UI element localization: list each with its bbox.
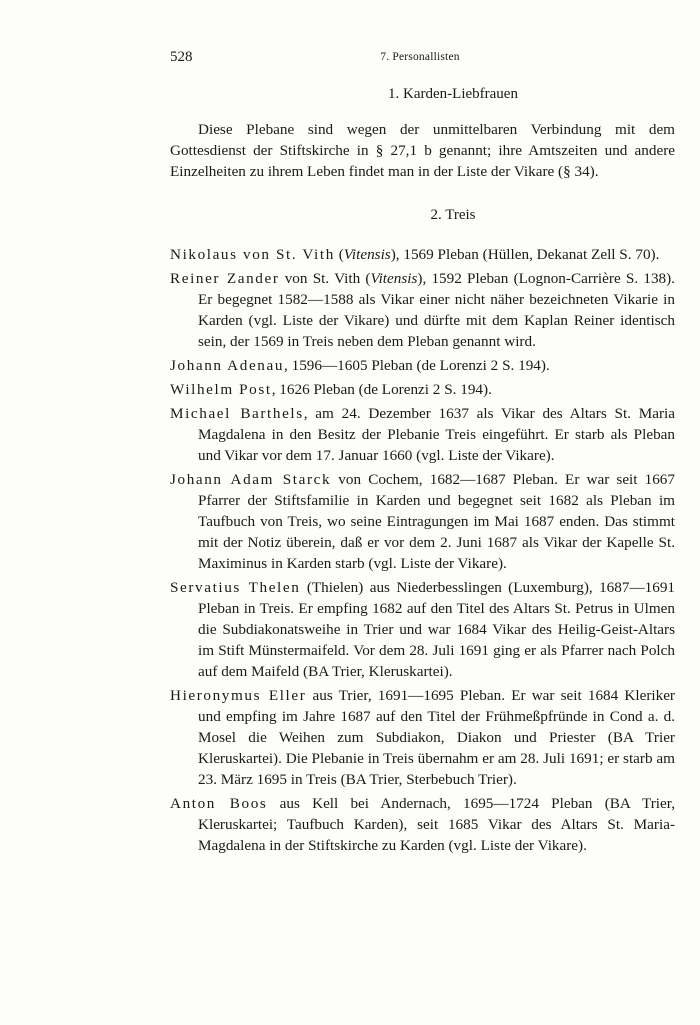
section-heading-treis: 2. Treis <box>430 207 476 223</box>
pleban-list <box>170 244 675 859</box>
pleban-entry <box>170 577 675 682</box>
pleban-entry <box>170 793 675 856</box>
entry-text: , am 24. Dezember 1637 als Vikar des Altars St. Maria Magdalena in den Besitz der Plebanie Treis eingeführt. Er starb als Pleban und Vikar vor dem 17. Januar 1660 (vgl. Liste der Vikare). <box>198 405 675 464</box>
pleban-name: Johann Adam Starck <box>170 471 332 488</box>
entry-text-pre: ( <box>334 246 344 263</box>
latin-name: Vitensis <box>343 246 391 263</box>
running-head: 7. Personallisten <box>380 51 460 63</box>
pleban-entry <box>170 379 675 400</box>
pleban-name: Servatius Thelen <box>170 579 301 596</box>
entry-text: , 1626 Pleban (de Lorenzi 2 S. 194). <box>271 381 492 398</box>
entry-text: aus Trier, 1691—1695 Pleban. Er war seit 1684 Kleriker und empfing im Jahre 1687 auf den Titel der Frühmeßpfründe in Cond a. d. Mosel die Weihen zum Subdiakon, Diakon und Priester (BA Trier Kleruskartei). Die Plebanie in Treis übernahm er am 28. Juli 1691; er starb am 23. März 1695 in Treis (BA Trier, Sterbebuch Trier). <box>198 687 675 788</box>
entry-text: aus Kell bei Andernach, 1695—1724 Pleban (BA Trier, Kleruskartei; Taufbuch Karden), seit 1685 Vikar des Altars St. Maria-Magdalena in der Stiftskirche zu Karden (vgl. Liste der Vikare). <box>198 795 675 854</box>
section-heading-karden: 1. Karden-Liebfrauen <box>388 86 518 102</box>
pleban-entry <box>170 403 675 466</box>
entry-text: , 1596—1605 Pleban (de Lorenzi 2 S. 194). <box>284 357 550 374</box>
entry-text: von Cochem, 1682—1687 Pleban. Er war seit 1667 Pfarrer der Stiftsfamilie in Karden und begegnet seit 1682 als Pleban im Taufbuch von Treis, wo seine Eintragungen im Mai 1687 enden. Das stimmt mit der Notiz überein, daß er vor dem 2. Juni 1687 als Vikar der Kapelle St. Maximinus in Karden starb (vgl. Liste der Vikare). <box>198 471 675 572</box>
pleban-name: Wilhelm Post <box>170 381 272 398</box>
pleban-name: Anton Boos <box>170 795 268 812</box>
pleban-name: Hieronymus Eller <box>170 687 307 704</box>
pleban-entry <box>170 268 675 352</box>
pleban-name: Michael Barthels <box>170 405 304 422</box>
pleban-entry <box>170 355 675 376</box>
pleban-entry <box>170 685 675 790</box>
entry-text: (Thielen) aus Niederbesslingen (Luxemburg), 1687—1691 Pleban in Treis. Er empfing 1682 auf den Titel des Altars St. Petrus in Ulmen die Subdiakonatsweihe in Trier und war 1684 Vikar des Heilig-Geist-Altars im Stift Münstermaifeld. Vor dem 28. Juli 1691 ging er als Pfarrer nach Polch auf dem Maifeld (BA Trier, Kleruskartei). <box>198 579 676 680</box>
latin-name: Vitensis <box>370 270 418 287</box>
entry-text-pre: von St. Vith ( <box>279 270 371 287</box>
entry-text: ), 1569 Pleban (Hüllen, Dekanat Zell S. 70). <box>390 246 660 263</box>
pleban-name: Johann Adenau <box>170 357 285 374</box>
pleban-entry <box>170 469 675 574</box>
pleban-name: Reiner Zander <box>170 270 280 287</box>
pleban-entry <box>170 244 675 265</box>
pleban-name: Nikolaus von St. Vith <box>170 246 335 263</box>
page-number: 528 <box>170 49 193 65</box>
intro-paragraph: Diese Plebane sind wegen der unmittelbaren Verbindung mit dem Gottesdienst der Stiftskirche in § 27,1 b genannt; ihre Amtszeiten und andere Einzelheiten zu ihrem Leben findet man in der Liste der Vikare (§ 34). <box>170 121 675 180</box>
entry-text: ), 1592 Pleban (Lognon-Carrière S. 138). Er begegnet 1582—1588 als Vikar einer nicht näher bezeichneten Vikarie in Karden (vgl. Liste der Vikare) und dürfte mit dem Kaplan Reiner identisch sein, der 1569 in Treis neben dem Pleban genannt wird. <box>198 270 675 350</box>
